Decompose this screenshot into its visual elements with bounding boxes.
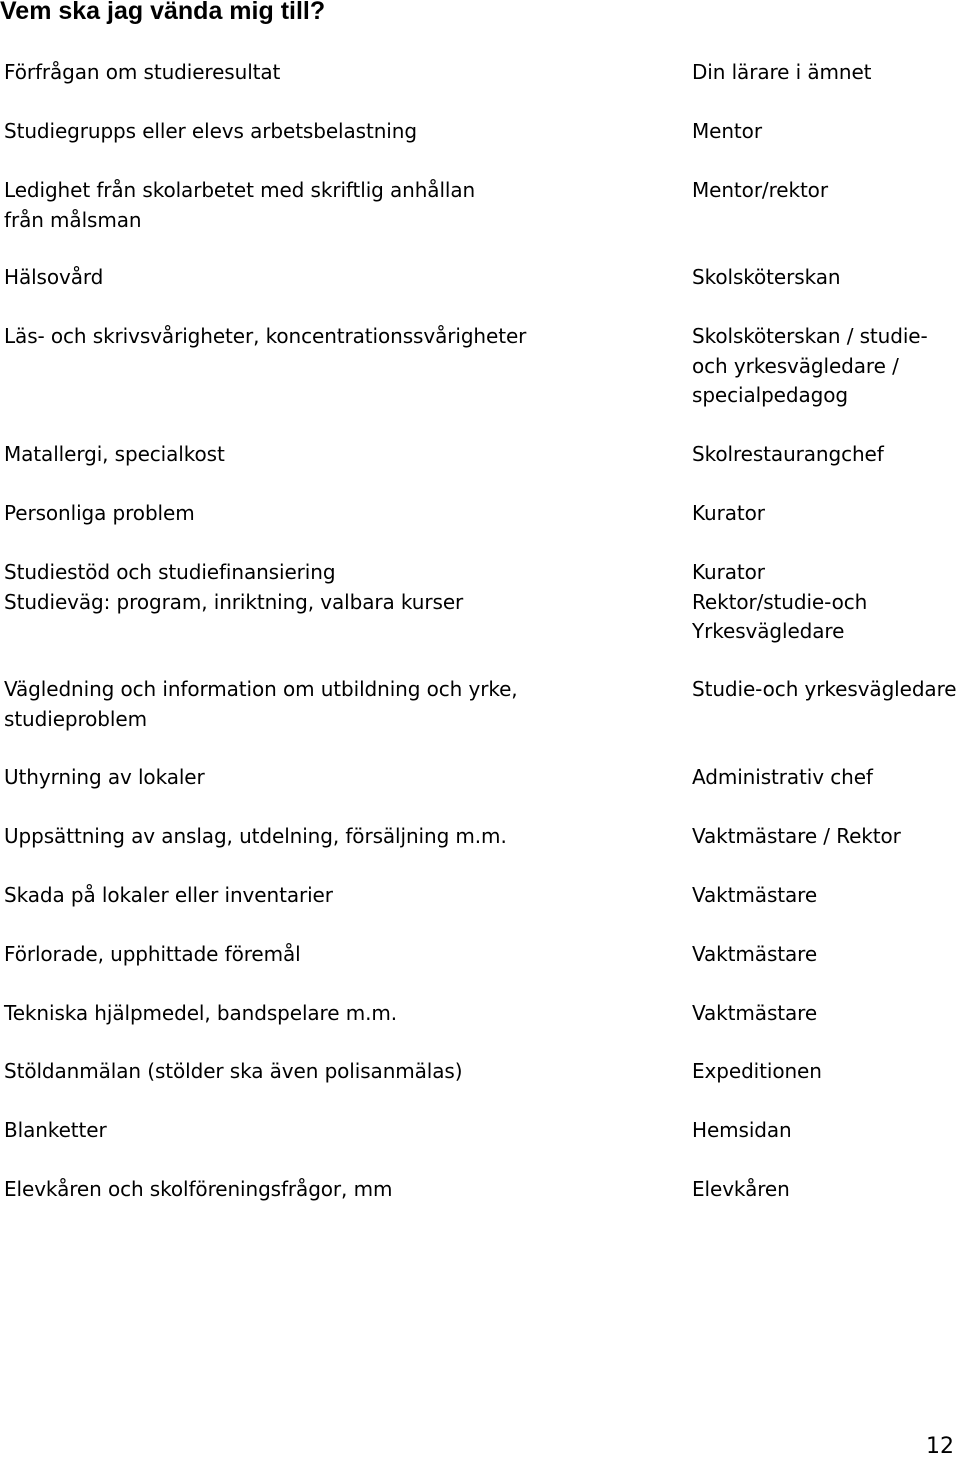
contact-line: Administrativ chef [692,765,873,789]
contact-student-union [692,1175,790,1205]
topic-line: studieproblem [4,706,147,731]
contact-line: Vaktmästare [692,942,818,966]
topic-study-support-and-path [4,558,463,617]
contact-line: och yrkesvägledare / [692,353,899,378]
contact-nurse-counsellor-specialist [692,322,928,411]
contact-school-nurse [692,263,840,293]
topic-damage-to-premises [4,881,333,911]
contact-counsellor [692,499,765,529]
contact-line: Kurator [692,560,765,584]
contact-line: Vaktmästare / Rektor [692,824,901,848]
contact-subject-teacher [692,58,871,88]
topic-lost-and-found [4,940,301,970]
contact-mentor [692,117,762,147]
topic-student-union [4,1175,392,1205]
topic-technical-aids [4,999,397,1029]
topic-line: Ledighet från skolarbetet med skriftlig anhållan [4,178,476,202]
contact-line: Yrkesvägledare [692,619,845,643]
contact-line: Skolsköterskan / studie- [692,324,928,348]
topic-reading-writing-difficulties [4,322,526,352]
contact-line: Skolsköterskan [692,265,841,289]
contact-restaurant-manager [692,440,884,470]
topic-line: Studieväg: program, inriktning, valbara kurser [4,589,464,614]
contact-caretaker-principal [692,822,901,852]
contact-caretaker [692,881,817,911]
topic-guidance-education-career [4,675,518,734]
contact-mentor-principal [692,176,828,206]
topic-line: Skada på lokaler eller inventarier [4,883,333,907]
contact-administrative-manager [692,763,873,793]
topic-line: Hälsovård [4,265,104,289]
topic-line: Stöldanmälan (stölder ska även polisanmälas) [4,1059,463,1083]
page-title: Vem ska jag vända mig till? [0,0,326,25]
topic-personal-problems [4,499,195,529]
topic-line: Uppsättning av anslag, utdelning, försäljning m.m. [4,824,507,848]
topic-line: Personliga problem [4,501,195,525]
topic-line: Elevkåren och skolföreningsfrågor, mm [4,1177,393,1201]
topic-line: Studiegrupps eller elevs arbetsbelastning [4,119,417,143]
contact-line: Mentor/rektor [692,178,828,202]
topic-line: Förlorade, upphittade föremål [4,942,301,966]
contact-line: Vaktmästare [692,1001,818,1025]
contact-line: Vaktmästare [692,883,818,907]
topic-line: Tekniska hjälpmedel, bandspelare m.m. [4,1001,397,1025]
topic-study-results [4,58,280,88]
topic-health-care [4,263,103,293]
topic-food-allergy [4,440,225,470]
topic-line: Matallergi, specialkost [4,442,225,466]
contact-line: Rektor/studie-och [692,589,868,614]
contact-office [692,1057,822,1087]
contact-line: specialpedagog [692,383,848,407]
contact-line: Elevkåren [692,1177,790,1201]
contact-website [692,1116,792,1146]
topic-forms [4,1116,107,1146]
topic-line: Läs- och skrivsvårigheter, koncentrationssvårigheter [4,324,527,348]
topic-line: Uthyrning av lokaler [4,765,205,789]
contact-line: Mentor [692,119,762,143]
topic-line: Vägledning och information om utbildning och yrke, [4,677,518,701]
contact-line: Hemsidan [692,1118,792,1142]
topic-line: Förfrågan om studieresultat [4,60,281,84]
contact-career-counsellor [692,675,956,705]
contact-caretaker [692,940,817,970]
topic-room-rental [4,763,205,793]
topic-line: från målsman [4,207,142,232]
contact-line: Expeditionen [692,1059,822,1083]
contact-line: Skolrestaurangchef [692,442,884,466]
contact-line: Kurator [692,501,765,525]
page-number: 12 [926,1434,954,1459]
contact-caretaker [692,999,817,1029]
contact-line: Studie-och yrkesvägledare [692,677,957,701]
topic-line: Studiestöd och studiefinansiering [4,560,336,584]
topic-leave-of-absence [4,176,475,235]
topic-workload [4,117,417,147]
topic-notices-and-sales [4,822,507,852]
contact-counsellor-principal-guidance [692,558,867,647]
contact-line: Din lärare i ämnet [692,60,872,84]
topic-theft-report [4,1057,462,1087]
topic-line: Blanketter [4,1118,107,1142]
